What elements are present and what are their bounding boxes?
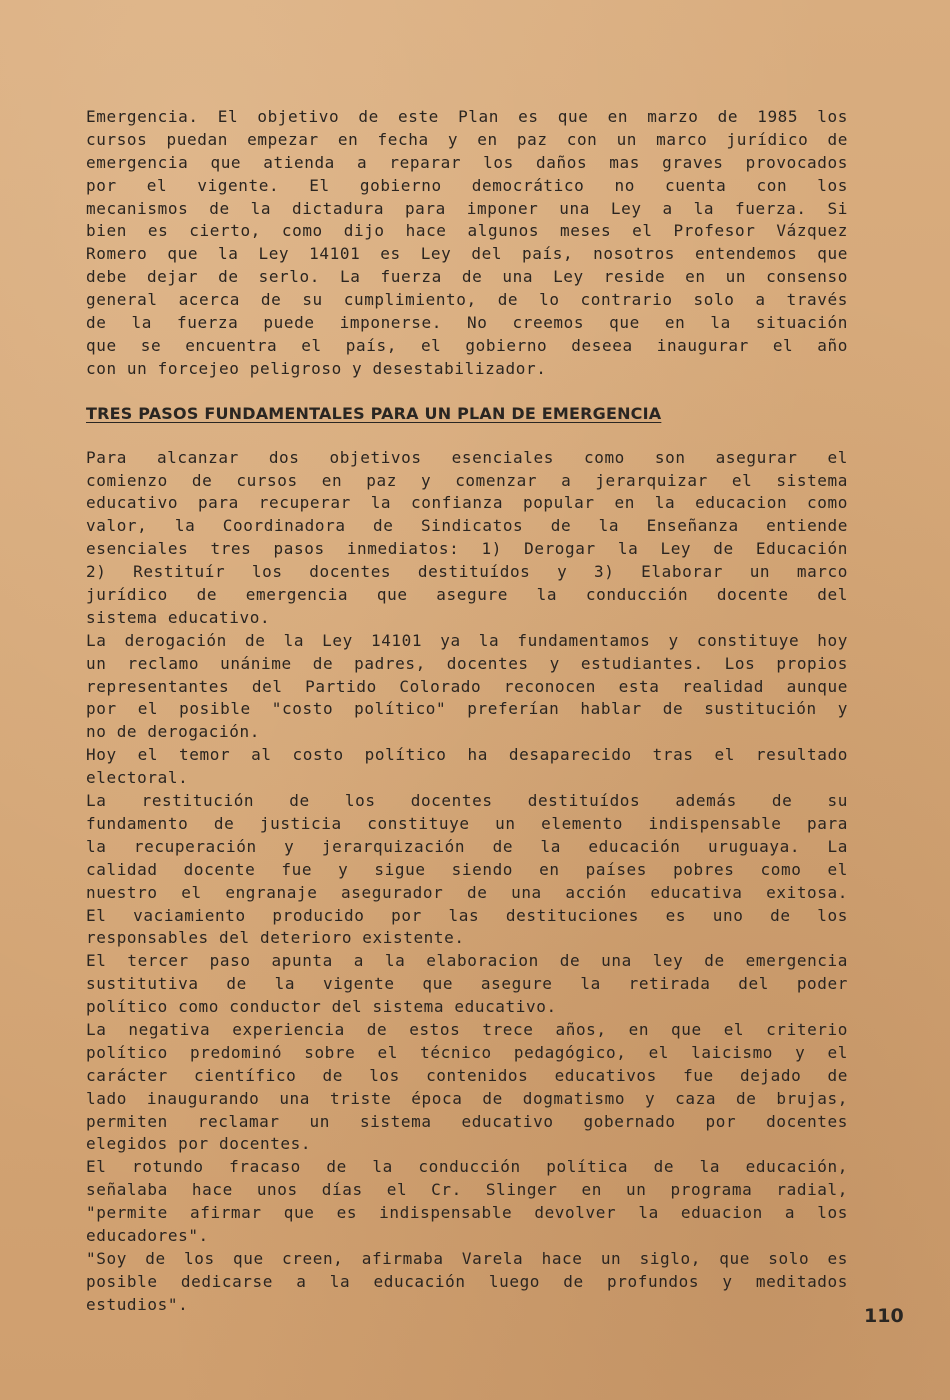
intro-line: mecanismos de la dictadura para imponer una Ley a la fuerza. Si	[86, 198, 848, 218]
body-line: fundamento de justicia constituye un elemento indispensable para	[86, 813, 848, 833]
section-heading: TRES PASOS FUNDAMENTALES PARA UN PLAN DE EMERGENCIA	[86, 403, 662, 423]
intro-line: debe dejar de serlo. La fuerza de una Ley reside en un consenso	[86, 267, 848, 287]
body-line: Hoy el temor al costo político ha desaparecido tras el resultado	[86, 745, 848, 765]
body-line: carácter científico de los contenidos educativos fue dejado de	[86, 1065, 848, 1085]
body-line: político predominó sobre el técnico pedagógico, el laicismo y el	[86, 1042, 848, 1062]
body-line: nuestro el engranaje asegurador de una acción educativa exitosa.	[86, 882, 848, 902]
page-number: 110	[864, 1305, 904, 1327]
intro-line: con un forcejeo peligroso y desestabilizador.	[86, 358, 547, 378]
body-line: sistema educativo.	[86, 607, 271, 627]
body-line: El rotundo fracaso de la conducción política de la educación,	[86, 1157, 848, 1177]
body-line: Para alcanzar dos objetivos esenciales como son asegurar el	[86, 447, 848, 467]
body-line: un reclamo unánime de padres, docentes y estudiantes. Los propios	[86, 653, 848, 673]
body-line: electoral.	[86, 768, 189, 788]
body-line: "Soy de los que creen, afirmaba Varela hace un siglo, que solo es	[86, 1248, 848, 1268]
body-line: calidad docente fue y sigue siendo en países pobres como el	[86, 859, 848, 879]
body-line: jurídico de emergencia que asegure la conducción docente del	[86, 585, 848, 605]
body-line: señalaba hace unos días el Cr. Slinger en un programa radial,	[86, 1180, 848, 1200]
body-line: lado inaugurando una triste época de dogmatismo y caza de brujas,	[86, 1088, 848, 1108]
body-line: 2) Restituír los docentes destituídos y 3) Elaborar un marco	[86, 562, 848, 582]
body-line: representantes del Partido Colorado reconocen esta realidad aunque	[86, 676, 848, 696]
body-line: El tercer paso apunta a la elaboracion de una ley de emergencia	[86, 951, 848, 971]
body-line: "permite afirmar que es indispensable devolver la eduacion a los	[86, 1203, 848, 1223]
intro-line: Emergencia. El objetivo de este Plan es que en marzo de 1985 los	[86, 107, 848, 126]
intro-line: emergencia que atienda a reparar los daños mas graves provocados	[86, 152, 848, 172]
body-line: político como conductor del sistema educativo.	[86, 997, 557, 1017]
body-line: responsables del deterioro existente.	[86, 928, 465, 948]
body-line: sustitutiva de la vigente que asegure la retirada del poder	[86, 974, 848, 994]
intro-line: por el vigente. El gobierno democrático no cuenta con los	[86, 175, 848, 195]
document-page	[86, 106, 848, 1317]
body-line: La derogación de la Ley 14101 ya la fundamentamos y constituye hoy	[86, 630, 848, 650]
body-line: permiten reclamar un sistema educativo gobernado por docentes	[86, 1111, 848, 1131]
intro-line: que se encuentra el país, el gobierno deseea inaugurar el año	[86, 335, 848, 355]
body-line: El vaciamiento producido por las destituciones es uno de los	[86, 905, 848, 925]
body-line: por el posible "costo político" preferían hablar de sustitución y	[86, 699, 848, 719]
body-line: elegidos por docentes.	[86, 1134, 312, 1154]
intro-line: cursos puedan empezar en fecha y en paz con un marco jurídico de	[86, 129, 848, 149]
section-heading-wrap	[86, 403, 848, 425]
intro-line: Romero que la Ley 14101 es Ley del país, nosotros entendemos que	[86, 244, 848, 264]
body-line: comienzo de cursos en paz y comenzar a jerarquizar el sistema	[86, 470, 848, 490]
body-line: educativo para recuperar la confianza popular en la educacion como	[86, 493, 848, 513]
body-line: estudios".	[86, 1294, 189, 1314]
body-line: La negativa experiencia de estos trece años, en que el criterio	[86, 1019, 848, 1039]
intro-line: general acerca de su cumplimiento, de lo contrario solo a través	[86, 290, 848, 310]
body-line: educadores".	[86, 1225, 209, 1245]
body-line: La restitución de los docentes destituídos además de su	[86, 791, 848, 811]
intro-paragraph	[86, 106, 848, 381]
body-line: posible dedicarse a la educación luego de profundos y meditados	[86, 1271, 848, 1291]
intro-line: bien es cierto, como dijo hace algunos meses el Profesor Vázquez	[86, 221, 848, 241]
body-line: valor, la Coordinadora de Sindicatos de la Enseñanza entiende	[86, 516, 848, 536]
body-text	[86, 447, 848, 1317]
body-line: la recuperación y jerarquización de la educación uruguaya. La	[86, 836, 848, 856]
body-line: esenciales tres pasos inmediatos: 1) Derogar la Ley de Educación	[86, 539, 848, 559]
body-line: no de derogación.	[86, 722, 260, 742]
intro-line: de la fuerza puede imponerse. No creemos que en la situación	[86, 313, 848, 333]
